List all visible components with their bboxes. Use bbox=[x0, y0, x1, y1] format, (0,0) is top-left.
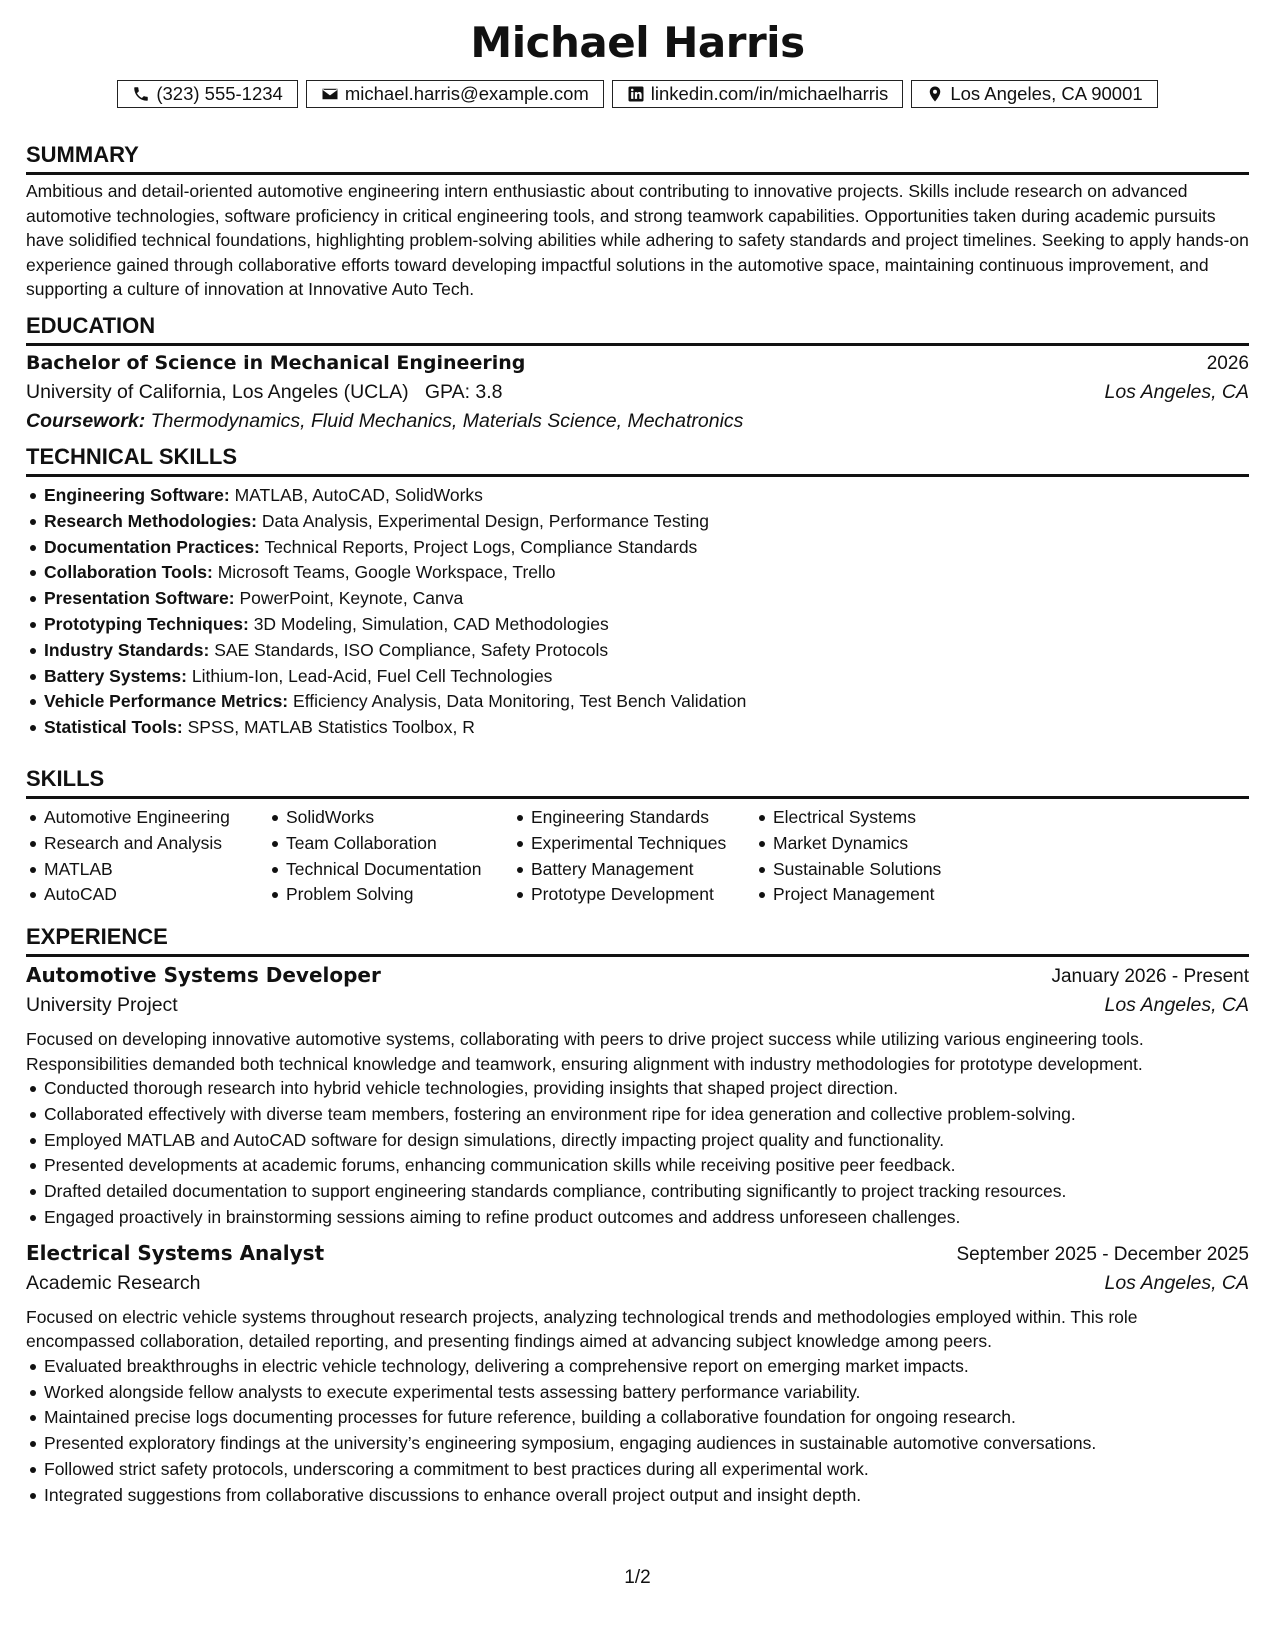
job-dates: January 2026 - Present bbox=[1051, 966, 1249, 987]
job-description: Focused on developing innovative automotive systems, collaborating with peers to drive project success while utilizing various engineering tools. Responsibilities demanded both technical knowledge and teamwork, ensuring alignment with industry methodologies for prototype development. bbox=[26, 1029, 1144, 1074]
job-bullet: Collaborated effectively with diverse team members, fostering an environment ripe for idea generation and collective problem-solving. bbox=[44, 1102, 1249, 1128]
skill-label: Vehicle Performance Metrics: bbox=[44, 691, 289, 712]
job-dates: September 2025 - December 2025 bbox=[956, 1243, 1249, 1265]
job-organization: Academic Research bbox=[26, 1271, 201, 1294]
technical-skill-item bbox=[44, 612, 1249, 638]
job-bullet: Conducted thorough research into hybrid vehicle technologies, providing insights that shaped project direction. bbox=[44, 1076, 1249, 1102]
section-title-summary: SUMMARY bbox=[26, 142, 1249, 175]
job-bullet: Worked alongside fellow analysts to execute experimental tests assessing battery performance variability. bbox=[44, 1380, 1249, 1406]
email-icon bbox=[321, 85, 339, 103]
skill-item: Experimental Techniques bbox=[531, 831, 755, 857]
job-location: Los Angeles, CA bbox=[1104, 1271, 1249, 1294]
skills-column bbox=[268, 805, 513, 908]
job-bullet: Presented developments at academic forums, enhancing communication skills while receiving positive peer feedback. bbox=[44, 1153, 1249, 1179]
email-text: michael.harris@example.com bbox=[344, 83, 589, 104]
job-bullet: Engaged proactively in brainstorming sessions aiming to refine product outcomes and address unforeseen challenges. bbox=[44, 1205, 1249, 1231]
skill-value: MATLAB, AutoCAD, SolidWorks bbox=[234, 485, 483, 505]
education-school-row bbox=[26, 381, 1249, 410]
linkedin-text: linkedin.com/in/michaelharris bbox=[650, 83, 889, 104]
skill-item: Battery Management bbox=[531, 857, 755, 883]
coursework-label: Coursework: bbox=[26, 410, 146, 432]
skill-item: Market Dynamics bbox=[773, 831, 1013, 857]
skill-label: Collaboration Tools: bbox=[44, 562, 213, 583]
contact-linkedin bbox=[612, 80, 904, 108]
skill-label: Presentation Software: bbox=[44, 588, 235, 609]
skills-column bbox=[755, 805, 1013, 908]
skill-item: Project Management bbox=[773, 882, 1013, 908]
summary-section bbox=[26, 142, 1249, 302]
contact-bar bbox=[26, 80, 1249, 108]
candidate-name: Michael Harris bbox=[470, 18, 805, 67]
job-title-row bbox=[26, 1241, 1249, 1272]
technical-skill-item bbox=[44, 689, 1249, 715]
school-name: University of California, Los Angeles (UCLA) bbox=[26, 381, 409, 403]
skill-label: Engineering Software: bbox=[44, 485, 230, 505]
skill-label: Research Methodologies: bbox=[44, 510, 257, 531]
technical-skill-item bbox=[44, 638, 1249, 664]
technical-skills-list bbox=[26, 483, 1249, 741]
job-org-row bbox=[26, 1272, 1249, 1302]
skill-item: Team Collaboration bbox=[286, 831, 513, 857]
skill-value: Efficiency Analysis, Data Monitoring, Test Bench Validation bbox=[293, 691, 747, 712]
contact-phone bbox=[117, 80, 298, 108]
skill-item: Automotive Engineering bbox=[44, 805, 268, 831]
skill-label: Documentation Practices: bbox=[44, 536, 260, 557]
school-line bbox=[26, 381, 503, 404]
section-title-technical-skills: TECHNICAL SKILLS bbox=[26, 444, 1249, 477]
gpa: GPA: 3.8 bbox=[424, 381, 503, 403]
linkedin-icon bbox=[627, 85, 645, 103]
technical-skill-item bbox=[44, 560, 1249, 586]
section-title-experience: EXPERIENCE bbox=[26, 924, 1249, 957]
skill-value: SAE Standards, ISO Compliance, Safety Protocols bbox=[214, 639, 609, 660]
phone-text: (323) 555-1234 bbox=[156, 83, 283, 104]
job-bullet: Presented exploratory findings at the university’s engineering symposium, engaging audiences in sustainable automotive conversations. bbox=[44, 1431, 1249, 1457]
technical-skill-item bbox=[44, 483, 1249, 509]
section-title-skills: SKILLS bbox=[26, 766, 1249, 799]
job-bullets bbox=[26, 1354, 1249, 1509]
skill-value: Data Analysis, Experimental Design, Performance Testing bbox=[261, 510, 709, 531]
technical-skill-item bbox=[44, 509, 1249, 535]
job-bullet: Integrated suggestions from collaborative discussions to enhance overall project output and insight depth. bbox=[44, 1483, 1249, 1509]
technical-skill-item bbox=[44, 586, 1249, 612]
job-org-row bbox=[26, 994, 1249, 1024]
job-title-row bbox=[26, 963, 1249, 994]
skill-item: Research and Analysis bbox=[44, 831, 268, 857]
skill-item: Engineering Standards bbox=[531, 805, 755, 831]
resume-page bbox=[26, 0, 1249, 1650]
experience-section bbox=[26, 924, 1249, 1509]
job-title: Electrical Systems Analyst bbox=[26, 1240, 325, 1265]
technical-skill-item bbox=[44, 664, 1249, 690]
job-description: Focused on electric vehicle systems throughout research projects, analyzing technological trends and methodologies employed within. This role encompassed collaboration, detailed reporting, and presenting findings aimed at advancing subject knowledge among peers. bbox=[26, 1306, 1138, 1352]
skill-label: Industry Standards: bbox=[44, 639, 210, 660]
job-location: Los Angeles, CA bbox=[1104, 994, 1249, 1016]
skill-value: Lithium-Ion, Lead-Acid, Fuel Cell Technologies bbox=[191, 665, 553, 686]
phone-icon bbox=[132, 85, 150, 103]
skill-item: Problem Solving bbox=[286, 882, 513, 908]
graduation-year: 2026 bbox=[1206, 353, 1249, 374]
section-title-education: EDUCATION bbox=[26, 313, 1249, 346]
technical-skill-item bbox=[44, 535, 1249, 561]
coursework-list: Thermodynamics, Fluid Mechanics, Materials Science, Mechatronics bbox=[150, 410, 744, 432]
job-bullets bbox=[26, 1076, 1249, 1231]
skill-item: MATLAB bbox=[44, 857, 268, 883]
skill-value: SPSS, MATLAB Statistics Toolbox, R bbox=[187, 717, 475, 738]
page-number: 1/2 bbox=[624, 1567, 651, 1588]
skill-item: Electrical Systems bbox=[773, 805, 1013, 831]
location-text: Los Angeles, CA 90001 bbox=[950, 83, 1143, 104]
skill-item: Prototype Development bbox=[531, 882, 755, 908]
location-pin-icon bbox=[926, 85, 944, 103]
job-organization: University Project bbox=[26, 994, 178, 1016]
job-bullet: Employed MATLAB and AutoCAD software for design simulations, directly impacting project quality and functionality. bbox=[44, 1128, 1249, 1154]
contact-location bbox=[911, 80, 1157, 108]
skills-column bbox=[513, 805, 755, 908]
summary-text: Ambitious and detail-oriented automotive engineering intern enthusiastic about contributing to innovative projects. Skills include research on advanced automotive technologies, software proficiency in critical engineering tools, and strong teamwork capabilities. Opportunities taken during academic pursuits have solidified technical foundations, highlighting problem-solving abilities while adhering to safety standards and project timelines. Seeking to apply hands-on experience gained through collaborative efforts toward developing impactful solutions in the automotive space, maintaining continuous improvement, and supporting a culture of innovation at Innovative Auto Tech. bbox=[26, 181, 1249, 299]
skill-label: Prototyping Techniques: bbox=[44, 613, 249, 634]
technical-skill-item bbox=[44, 715, 1249, 741]
technical-skills-section bbox=[26, 444, 1249, 741]
skill-value: 3D Modeling, Simulation, CAD Methodologies bbox=[253, 613, 609, 634]
skill-item: SolidWorks bbox=[286, 805, 513, 831]
job-bullet: Followed strict safety protocols, underscoring a commitment to best practices during all experimental work. bbox=[44, 1457, 1249, 1483]
contact-email bbox=[306, 80, 604, 108]
skill-item: AutoCAD bbox=[44, 882, 268, 908]
skills-column bbox=[26, 805, 268, 908]
education-degree-row bbox=[26, 352, 1249, 381]
school-location: Los Angeles, CA bbox=[1104, 381, 1249, 403]
education-section bbox=[26, 313, 1249, 439]
job-bullet: Drafted detailed documentation to support engineering standards compliance, contributing significantly to project tracking resources. bbox=[44, 1179, 1249, 1205]
degree-title: Bachelor of Science in Mechanical Engineering bbox=[26, 352, 526, 374]
skill-label: Statistical Tools: bbox=[44, 717, 183, 738]
job-bullet: Evaluated breakthroughs in electric vehicle technology, delivering a comprehensive report on emerging market impacts. bbox=[44, 1354, 1249, 1380]
skills-section bbox=[26, 766, 1249, 908]
skill-value: PowerPoint, Keynote, Canva bbox=[239, 588, 464, 609]
job-bullet: Maintained precise logs documenting processes for future reference, building a collaborative foundation for ongoing research. bbox=[44, 1405, 1249, 1431]
skill-label: Battery Systems: bbox=[44, 665, 187, 686]
skill-value: Technical Reports, Project Logs, Compliance Standards bbox=[264, 536, 698, 557]
coursework-line bbox=[26, 410, 1249, 439]
skill-item: Technical Documentation bbox=[286, 857, 513, 883]
experience-entry bbox=[26, 963, 1249, 1231]
skills-grid bbox=[26, 805, 1249, 908]
skill-value: Microsoft Teams, Google Workspace, Trello bbox=[217, 562, 556, 583]
job-title: Automotive Systems Developer bbox=[26, 963, 381, 987]
skill-item: Sustainable Solutions bbox=[773, 857, 1013, 883]
experience-entry bbox=[26, 1241, 1249, 1509]
